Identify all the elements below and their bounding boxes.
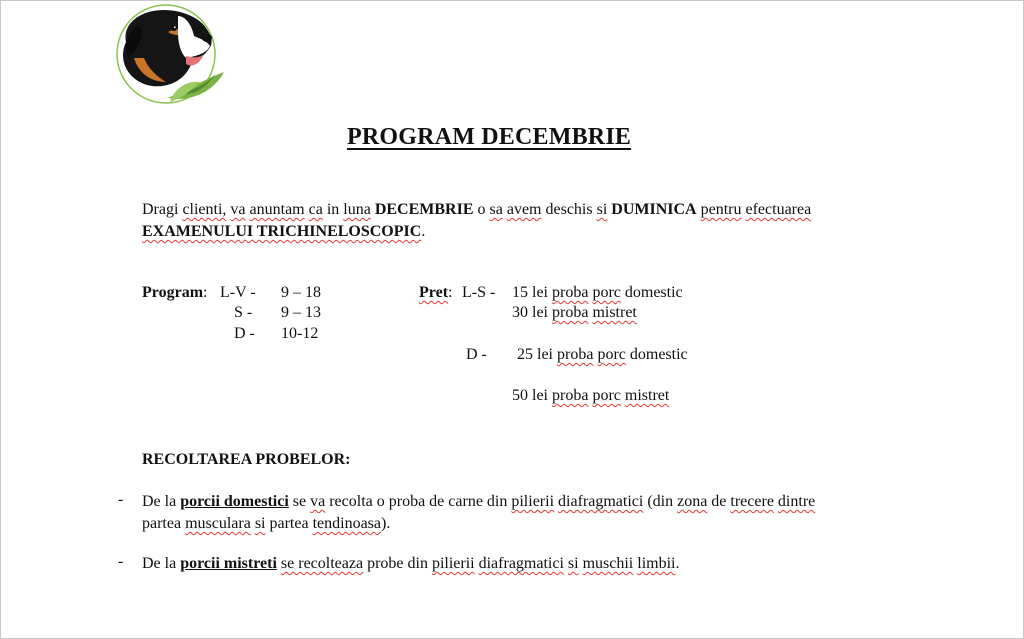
price-value: 25 lei	[517, 346, 553, 363]
bullet-text: dintre	[777, 493, 816, 510]
program-days-2: D -	[234, 325, 255, 342]
bullet-bold: porcii mistreti	[180, 555, 277, 572]
intro-text: efectuarea	[745, 201, 812, 218]
program-days-0: L-V -	[220, 284, 256, 301]
intro-text: sa	[489, 201, 503, 218]
program-hours-0: 9 – 18	[281, 284, 321, 301]
bullet-text: diafragmatici	[558, 493, 644, 510]
program-label	[142, 284, 207, 302]
price-text: mistret	[624, 387, 670, 404]
bullet-text: pilierii	[431, 555, 475, 572]
pret-d-label: D -	[466, 346, 487, 363]
bullet-text: o proba de carne din	[376, 493, 508, 510]
intro-text: anuntam	[249, 201, 305, 218]
bullet-text: de	[711, 493, 727, 510]
bullet-text: .	[675, 555, 680, 572]
intro-text: si	[596, 201, 608, 218]
intro-text: deschis	[545, 201, 593, 218]
bullet-text: va	[310, 493, 326, 510]
program-label-text: Program	[142, 284, 204, 301]
program-days-1: S -	[234, 304, 253, 321]
intro-text: va	[230, 201, 246, 218]
intro-bold-day: DUMINICA	[611, 201, 697, 218]
bullet-text: se recolteaza	[280, 555, 364, 572]
price-value: 15 lei	[512, 284, 548, 301]
intro-text: ca	[308, 201, 323, 218]
bullet-text: si	[254, 515, 266, 532]
price-value: 50 lei	[512, 387, 548, 404]
bullet-text: trecere	[730, 493, 774, 510]
bullet-text: recolta	[329, 493, 373, 510]
bullet-2-line-1	[142, 553, 679, 575]
bullet-text: diafragmatici	[478, 555, 564, 572]
pret-ls-row-1	[512, 284, 683, 302]
bullet-text: se	[292, 493, 307, 510]
intro-text: pentru	[700, 201, 742, 218]
bullet-text: musculara	[185, 515, 251, 532]
bullet-text: De la	[142, 493, 177, 510]
page-title: PROGRAM DECEMBRIE	[347, 124, 632, 150]
price-text: porc	[597, 346, 626, 363]
pret-d-row-1	[517, 346, 688, 364]
dog-logo	[108, 2, 228, 108]
intro-line-2	[142, 221, 425, 243]
intro-text: luna	[343, 201, 371, 218]
bullet-text: muschii	[582, 555, 634, 572]
price-value: 30 lei	[512, 304, 548, 321]
bullet-bold: porcii domestici	[180, 493, 289, 510]
price-text: domestic	[624, 284, 683, 301]
intro-text: clienti,	[182, 201, 227, 218]
intro-text: in	[326, 201, 340, 218]
intro-text: Dragi	[142, 201, 179, 218]
recoltare-heading: RECOLTAREA PROBELOR:	[142, 451, 351, 468]
program-colon: :	[203, 284, 208, 301]
price-text: proba	[552, 387, 589, 404]
price-text: mistret	[592, 304, 637, 321]
bullet-dash: -	[118, 491, 124, 508]
pret-label	[419, 284, 452, 302]
bullet-text: tendinoasa	[312, 515, 381, 532]
pret-d-row-2	[512, 387, 669, 405]
price-text: proba	[552, 304, 589, 321]
pret-ls-row-2	[512, 304, 637, 322]
price-text: proba	[557, 346, 594, 363]
price-text: porc	[592, 284, 621, 301]
pret-label-text: Pret	[419, 284, 449, 301]
bullet-text: zona	[677, 493, 708, 510]
bullet-text: ).	[381, 515, 391, 532]
pret-ls-label: L-S -	[462, 284, 496, 301]
bullet-text: De la	[142, 555, 177, 572]
bullet-text: pilierii	[511, 493, 555, 510]
bullet-text: partea	[269, 515, 309, 532]
bullet-text: partea	[142, 515, 182, 532]
bullet-1-line-1	[142, 491, 815, 513]
intro-bold-month: DECEMBRIE	[374, 201, 474, 218]
intro-text: avem	[506, 201, 542, 218]
bullet-text: (din	[647, 493, 674, 510]
bullet-dash: -	[118, 553, 124, 570]
bullet-text: probe din	[367, 555, 428, 572]
price-text: porc	[592, 387, 621, 404]
bullet-text: limbii	[637, 555, 676, 572]
intro-text: o	[477, 201, 486, 218]
intro-line-1	[142, 199, 811, 221]
program-hours-1: 9 – 13	[281, 304, 321, 321]
pret-colon: :	[448, 284, 453, 301]
bullet-text: si	[567, 555, 579, 572]
price-text: proba	[552, 284, 589, 301]
bullet-1-line-2	[142, 513, 390, 535]
intro-text: .	[421, 223, 426, 240]
intro-bold-exam: EXAMENULUI TRICHINELOSCOPIC	[142, 223, 422, 240]
price-text: domestic	[629, 346, 688, 363]
program-hours-2: 10-12	[281, 325, 319, 342]
